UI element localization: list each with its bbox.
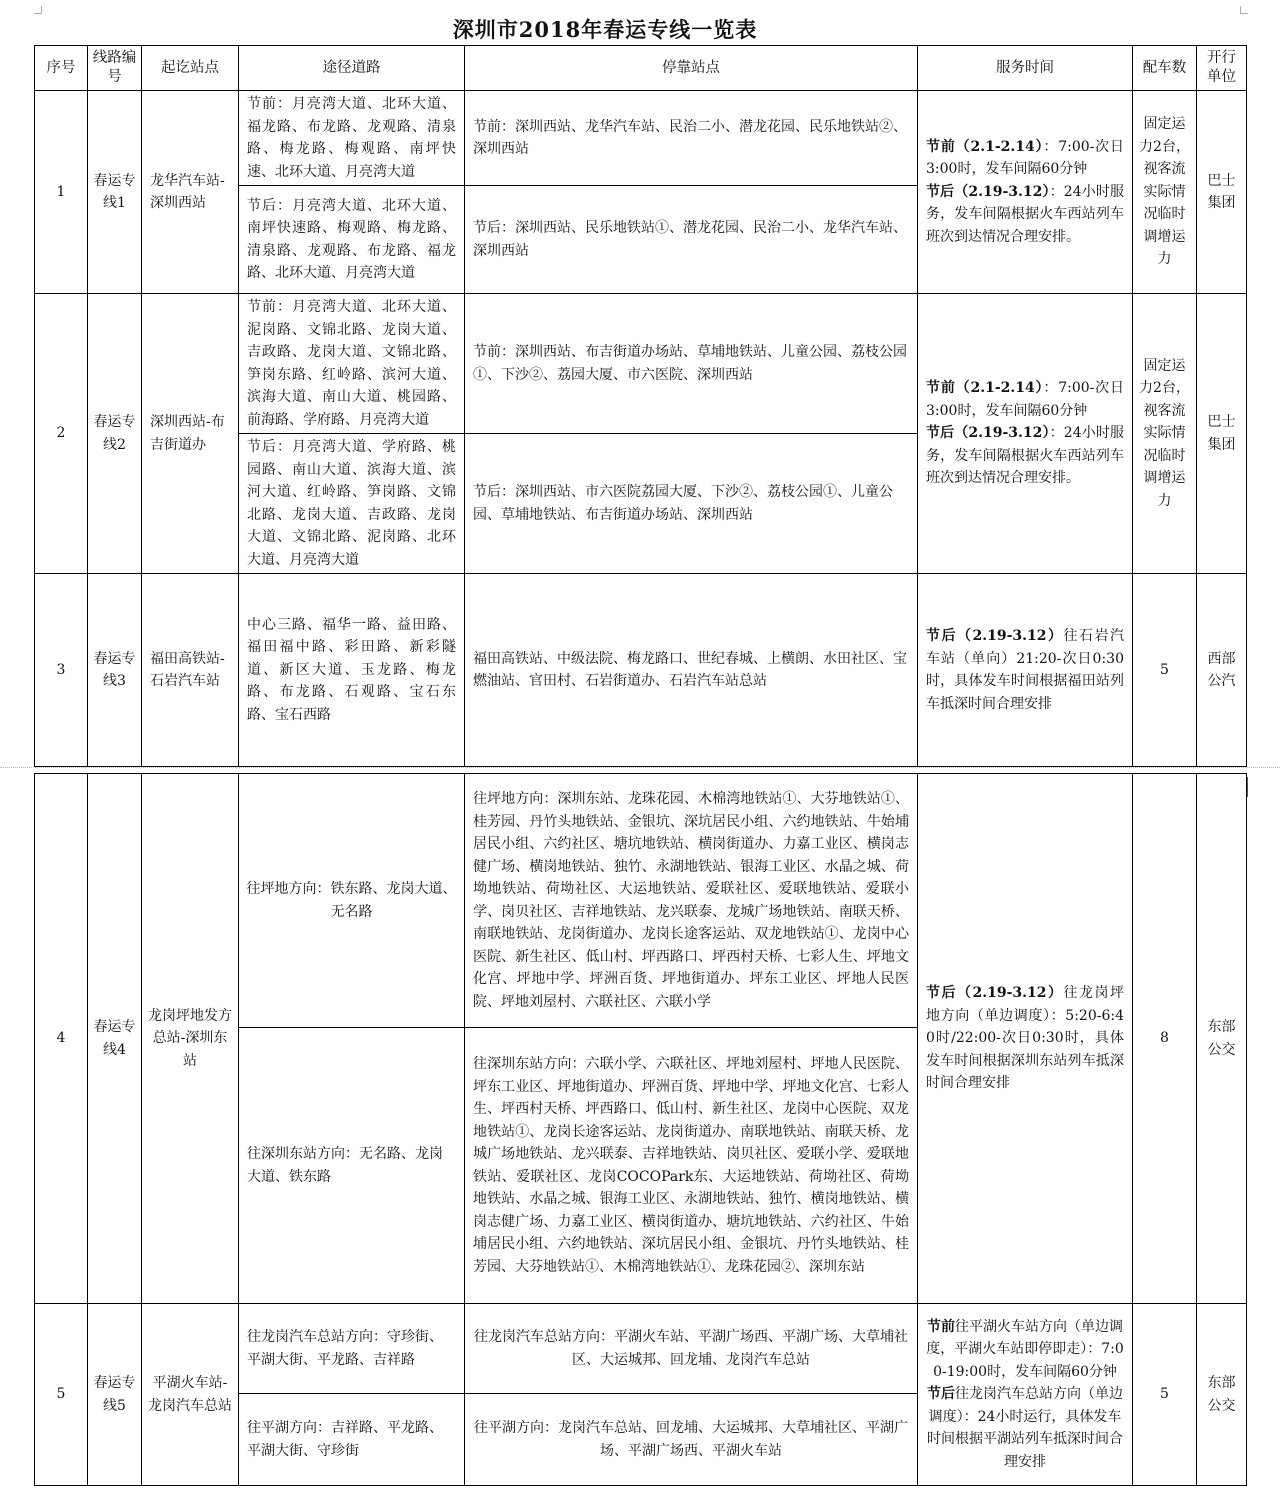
- route-roads-after: 节后：月亮湾大道、学府路、桃园路、南山大道、滨海大道、滨河大道、红岭路、笋岗路、文锦北路、龙岗大道、吉政路、龙岗大道、文锦北路、泥岗路、北环大道、月亮湾大道: [239, 434, 465, 574]
- route-roads-dir2: 往深圳东站方向：无名路、龙岗大道、铁东路: [239, 1028, 465, 1304]
- route-stops-after: 节后：深圳西站、民乐地铁站①、潜龙花园、民治二小、龙华汽车站、深圳西站: [465, 186, 918, 294]
- route-seq: 2: [35, 294, 88, 574]
- route-service: [918, 574, 1133, 767]
- route-stops-after: 节后：深圳西站、市六医院荔园大厦、下沙②、荔枝公园①、儿童公园、草埔地铁站、布吉街道办场站、深圳西站: [465, 434, 918, 574]
- crop-mark-left: [34, 6, 42, 14]
- route-stations: 平湖火车站-龙岗汽车总站: [142, 1304, 239, 1486]
- route-line: 春运专线2: [88, 294, 142, 574]
- route-vehicles: 8: [1133, 774, 1197, 1304]
- route-table-part2: [34, 773, 1247, 1486]
- header-seq: 序号: [35, 46, 88, 91]
- route-stops-before: 节前：深圳西站、龙华汽车站、民治二小、潜龙花园、民乐地铁站②、深圳西站: [465, 91, 918, 186]
- header-roads: 途径道路: [239, 46, 465, 91]
- route-line: 春运专线5: [88, 1304, 142, 1486]
- route-service: [918, 774, 1133, 1304]
- service-before-text: ：7:00-次日3:00时，发车间隔60分钟: [926, 380, 1125, 419]
- service-after-text: 往龙岗汽车总站方向（单边调度）：24小时运行，具体发车时间根据平湖站列车抵深时间合理安排: [927, 1386, 1123, 1470]
- header-operator: 开行单位: [1197, 46, 1247, 91]
- route-stops-dir2: 往平湖方向：龙岗汽车总站、回龙埔、大运城邦、大草埔社区、平湖广场、平湖广场西、平湖火车站: [465, 1394, 918, 1486]
- table-row: [35, 294, 1247, 434]
- route-roads-dir2: 往平湖方向：吉祥路、平龙路、平湖大街、守珍街: [239, 1394, 465, 1486]
- route-roads-after: 节后：月亮湾大道、北环大道、南坪快速路、梅观路、梅龙路、清泉路、龙观路、布龙路、福龙路、北环大道、月亮湾大道: [239, 186, 465, 294]
- route-stops-dir1: 往坪地方向：深圳东站、龙珠花园、木棉湾地铁站①、大芬地铁站①、桂芳园、丹竹头地铁站、金银坑、深坑居民小组、六约地铁站、牛始埔居民小组、六约社区、塘坑地铁站、横岗街道办、力嘉工业区、横岗志健广场、横岗地铁站、独竹、永湖地铁站、银海工业区、水晶之城、荷坳地铁站、荷坳社区、大运地铁站、爱联社区、爱联地铁站、爱联小学、岗贝社区、吉祥地铁站、龙兴联泰、龙城广场地铁站、南联天桥、南联地铁站、龙岗街道办、龙岗长途客运站、双龙地铁站①、龙岗中心医院、新生社区、低山村、坪西路口、坪西村天桥、七彩人生、坪地文化宫、坪地中学、坪洲百货、坪地街道办、坪东工业区、坪地人民医院、坪地刘屋村、六联社区、六联小学: [465, 774, 918, 1028]
- route-roads-before: 节前：月亮湾大道、北环大道、泥岗路、文锦北路、龙岗大道、吉政路、龙岗大道、文锦北路、笋岗东路、红岭路、滨河大道、滨海大道、南山大道、桃园路、前海路、学府路、月亮湾大道: [239, 294, 465, 434]
- service-after-label: 节后（2.19-3.12）: [926, 425, 1050, 442]
- route-vehicles: 5: [1133, 574, 1197, 767]
- header-line: 线路编号: [88, 46, 142, 91]
- header-stations: 起讫站点: [142, 46, 239, 91]
- route-roads-dir1: 往坪地方向：铁东路、龙岗大道、无名路: [239, 774, 465, 1028]
- service-after-label: 节后: [927, 1386, 955, 1403]
- edge-mark: [1247, 777, 1248, 797]
- route-stops-before: 节前：深圳西站、布吉街道办场站、草埔地铁站、儿童公园、荔枝公园①、下沙②、荔园大厦、市六医院、深圳西站: [465, 294, 918, 434]
- service-before-label: 节前（2.1-2.14）: [926, 138, 1044, 155]
- service-after-label: 节后（2.19-3.12）: [926, 183, 1050, 200]
- route-vehicles: 固定运力2台，视客流实际情况临时调增运力: [1133, 294, 1197, 574]
- route-service: [918, 294, 1133, 574]
- route-service: [918, 91, 1133, 294]
- route-roads-dir1: 往龙岗汽车总站方向：守珍街、平湖大街、平龙路、吉祥路: [239, 1304, 465, 1394]
- service-after-label: 节后（2.19-3.12）: [926, 628, 1064, 644]
- route-seq: 1: [35, 91, 88, 294]
- service-before-label: 节前（2.1-2.14）: [926, 380, 1044, 397]
- service-before-text: ：7:00-次日3:00时，发车间隔60分钟: [926, 138, 1125, 178]
- route-roads-before: 节前：月亮湾大道、北环大道、福龙路、布龙路、龙观路、清泉路、梅龙路、梅观路、南坪快速、北环大道、月亮湾大道: [239, 91, 465, 186]
- route-seq: 5: [35, 1304, 88, 1486]
- route-service: [918, 1304, 1133, 1486]
- route-operator: 巴士集团: [1197, 294, 1247, 574]
- route-operator: 东部公交: [1197, 774, 1247, 1304]
- route-operator: 巴士集团: [1197, 91, 1247, 294]
- service-before-label: 节前: [927, 1318, 955, 1335]
- route-stops-dir1: 往龙岗汽车总站方向：平湖火车站、平湖广场西、平湖广场、大草埔社区、大运城邦、回龙埔、龙岗汽车总站: [465, 1304, 918, 1394]
- route-operator: 西部公汽: [1197, 574, 1247, 767]
- service-after-text: ：24小时服务，发车间隔根据火车西站列车班次到达情况合理安排。: [926, 425, 1124, 487]
- route-seq: 3: [35, 574, 88, 767]
- page-break-line: [0, 767, 1280, 768]
- route-line: 春运专线4: [88, 774, 142, 1304]
- route-operator: 东部公交: [1197, 1304, 1247, 1486]
- header-service: 服务时间: [918, 46, 1133, 91]
- route-stations: 深圳西站-布吉街道办: [142, 294, 239, 574]
- route-seq: 4: [35, 774, 88, 1304]
- page-title: 深圳市2018年春运专线一览表: [452, 17, 758, 42]
- route-stations: 龙岗坪地发方总站-深圳东站: [142, 774, 239, 1304]
- table-row: [35, 574, 1247, 767]
- route-vehicles: 5: [1133, 1304, 1197, 1486]
- table-header-row: [35, 46, 1247, 91]
- route-table-part1: [34, 45, 1247, 767]
- table-row: [35, 91, 1247, 186]
- route-roads: 中心三路、福华一路、益田路、福田福中路、彩田路、新彩隧道、新区大道、玉龙路、梅龙路、布龙路、石观路、宝石东路、宝石西路: [239, 574, 465, 767]
- header-stops: 停靠站点: [465, 46, 918, 91]
- table-row: [35, 1304, 1247, 1394]
- service-before-text: 往平湖火车站方向（单边调度，平湖火车站即停即走）：7:00-19:00时，发车间隔60分钟: [926, 1318, 1124, 1380]
- table-row: [35, 774, 1247, 1028]
- route-stations: 福田高铁站-石岩汽车站: [142, 574, 239, 767]
- header-vehicles: 配车数: [1133, 46, 1197, 91]
- service-after-text: 往石岩汽车站（单向）21:20-次日0:30时，具体发车时间根据福田站列车抵深时间合理安排: [926, 628, 1124, 712]
- crop-mark-right: [1240, 6, 1248, 14]
- service-after-text: 往龙岗坪地方向（单边调度）：5:20-6:40时/22:00-次日0:30时，具体发车时间根据深圳东站列车抵深时间合理安排: [926, 985, 1124, 1092]
- route-stops-dir2: 往深圳东站方向：六联小学、六联社区、坪地刘屋村、坪地人民医院、坪东工业区、坪地街道办、坪洲百货、坪地中学、坪地文化宫、七彩人生、坪西村天桥、坪西路口、低山村、新生社区、龙岗中心医院、双龙地铁站①、龙岗长途客运站、龙岗街道办、南联地铁站、南联天桥、龙城广场地铁站、龙兴联泰、吉祥地铁站、岗贝社区、爱联小学、爱联地铁站、爱联社区、龙岗COCOPark东、大运地铁站、荷坳社区、荷坳地铁站、水晶之城、银海工业区、永湖地铁站、独竹、横岗地铁站、横岗志健广场、力嘉工业区、横岗街道办、塘坑地铁站、六约社区、牛始埔居民小组、六约地铁站、深坑居民小组、金银坑、丹竹头地铁站、桂芳园、大芬地铁站①、木棉湾地铁站①、龙珠花园②、深圳东站: [465, 1028, 918, 1304]
- route-stops: 福田高铁站、中级法院、梅龙路口、世纪春城、上横朗、水田社区、宝燃油站、官田村、石岩街道办、石岩汽车站总站: [465, 574, 918, 767]
- service-after-label: 节后（2.19-3.12）: [926, 985, 1064, 1002]
- service-after-text: ：24小时服务，发车间隔根据火车西站列车班次到达情况合理安排。: [926, 183, 1124, 245]
- route-stations: 龙华汽车站-深圳西站: [142, 91, 239, 294]
- route-line: 春运专线3: [88, 574, 142, 767]
- route-line: 春运专线1: [88, 91, 142, 294]
- route-vehicles: 固定运力2台，视客流实际情况临时调增运力: [1133, 91, 1197, 294]
